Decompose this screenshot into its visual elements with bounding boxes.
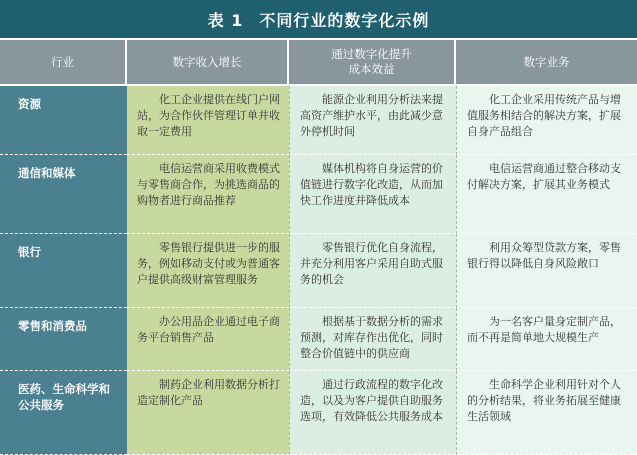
header-business: 数字业务 — [456, 40, 637, 84]
row-cost-text: 媒体机构将自身运营的价值链进行数字化改造，从而加快工作进度并降低成本 — [300, 162, 443, 207]
row-cost-text: 根据基于数据分析的需求预测，对库存作出优化，同时整合价值链中的供应商 — [300, 315, 443, 360]
row-industry: 零售和消费品 — [0, 308, 127, 371]
row-revenue-text: 化工企业提供在线门户网站，为合作伙伴管理订单并收取一定费用 — [137, 93, 280, 138]
row-cost — [289, 86, 456, 155]
row-cost-text: 零售银行优化自身流程，并充分利用客户采用自助式服务的机会 — [300, 241, 443, 286]
row-revenue — [127, 308, 289, 371]
row-cost — [289, 155, 456, 234]
row-cost — [289, 371, 456, 455]
row-revenue — [127, 371, 289, 455]
row-industry: 通信和媒体 — [0, 155, 127, 234]
table-body — [0, 86, 637, 455]
row-industry: 银行 — [0, 234, 127, 308]
row-revenue — [127, 234, 289, 308]
header-cost-line2: 成本效益 — [348, 62, 395, 76]
row-revenue-text: 制药企业利用数据分析打造定制化产品 — [137, 378, 280, 407]
row-industry: 医药、生命科学和公共服务 — [0, 371, 127, 455]
row-revenue-text: 电信运营商采用收费模式与零售商合作，为挑选商品的购物者进行商品推荐 — [137, 162, 280, 207]
row-business — [456, 371, 637, 455]
table-header — [0, 40, 637, 84]
row-business — [456, 86, 637, 155]
row-business — [456, 155, 637, 234]
row-revenue-text: 办公用品企业通过电子商务平台销售产品 — [137, 315, 280, 344]
row-cost-text: 通过行政流程的数字化改造，以及为客户提供自助服务选项，有效降低公共服务成本 — [300, 378, 443, 423]
row-revenue — [127, 86, 289, 155]
row-revenue-text: 零售银行提供进一步的服务，例如移动支付或为普通客户提供高级财富管理服务 — [137, 241, 280, 286]
row-cost — [289, 308, 456, 371]
row-industry: 资源 — [0, 86, 127, 155]
row-business-text: 电信运营商通过整合移动支付解决方案，扩展其业务模式 — [467, 162, 621, 191]
row-business-text: 为一名客户量身定制产品，而不再是简单地大规模生产 — [467, 315, 621, 344]
row-business-text: 化工企业采用传统产品与增值服务相结合的解决方案，扩展自身产品组合 — [467, 93, 621, 138]
header-cost — [289, 40, 456, 84]
row-revenue — [127, 155, 289, 234]
row-cost — [289, 234, 456, 308]
table-title — [0, 0, 637, 38]
row-cost-text: 能源企业利用分析法来提高资产维护水平，由此减少意外停机时间 — [300, 93, 443, 138]
table-number: 表 1 — [207, 10, 244, 30]
header-cost-line1: 通过数字化提升 — [331, 47, 412, 61]
header-revenue: 数字收入增长 — [127, 40, 289, 84]
row-business-text: 生命科学企业利用针对个人的分析结果，将业务拓展至健康生活领域 — [467, 378, 621, 423]
row-business — [456, 234, 637, 308]
table-title-text: 不同行业的数字化示例 — [259, 10, 430, 30]
row-business-text: 利用众筹型贷款方案，零售银行得以降低自身风险敞口 — [467, 241, 621, 270]
header-industry: 行业 — [0, 40, 127, 84]
row-business — [456, 308, 637, 371]
